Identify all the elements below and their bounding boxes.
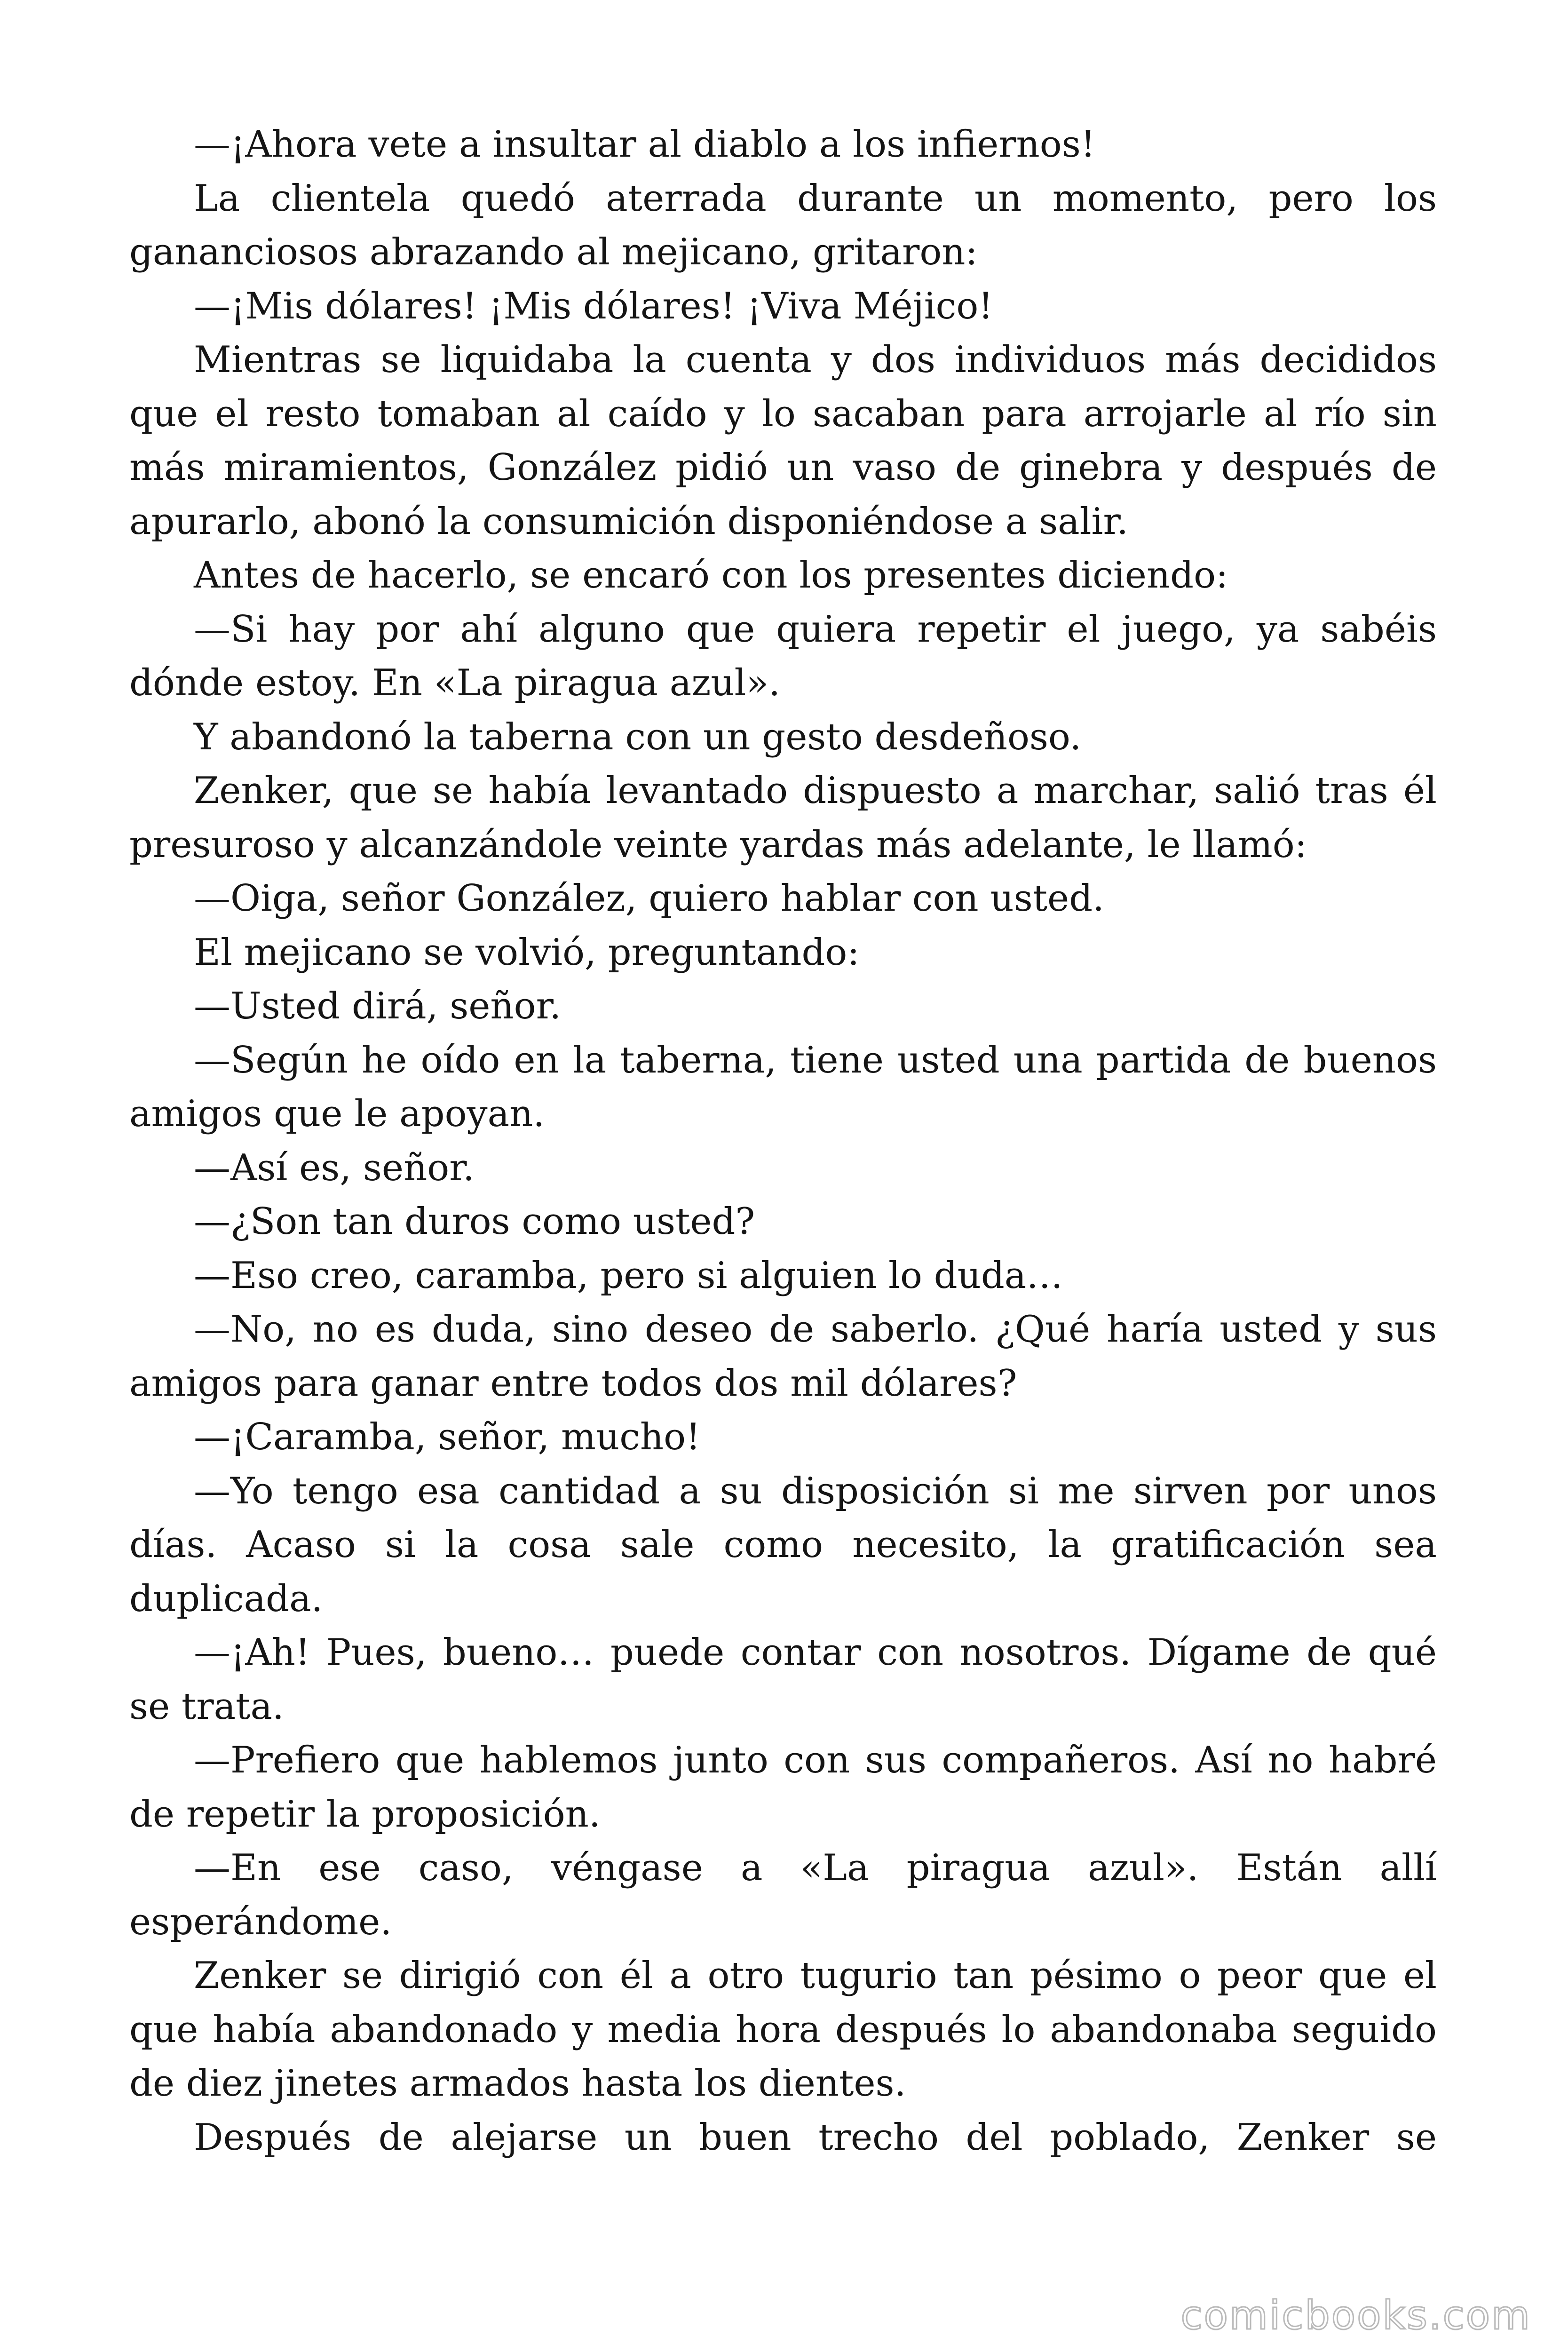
paragraph: —Usted dirá, señor. bbox=[194, 985, 562, 1027]
paragraph: —Oiga, señor González, quiero hablar con usted. bbox=[194, 877, 1104, 920]
paragraph: —Eso creo, caramba, pero si alguien lo duda… bbox=[194, 1254, 1063, 1297]
paragraph: —Así es, señor. bbox=[194, 1146, 475, 1189]
paragraph: —Yo tengo esa cantidad a su disposición si me sirven por unos días. Acaso si la cosa sale como necesito, la gratificación sea duplicada. bbox=[129, 1470, 1437, 1620]
paragraph: —¡Ah! Pues, bueno… puede contar con nosotros. Dígame de qué se trata. bbox=[129, 1631, 1437, 1728]
paragraph: Zenker, que se había levantado dispuesto a marchar, salió tras él presuroso y alcanzándole veinte yardas más adelante, le llamó: bbox=[129, 770, 1437, 866]
paragraph: Mientras se liquidaba la cuenta y dos individuos más decididos que el resto tomaban al caído y lo sacaban para arrojarle al río sin más miramientos, González pidió un vaso de ginebra y después de apurarlo, abonó la consumición disponiéndose a salir. bbox=[129, 339, 1437, 543]
paragraph: Después de alejarse un buen trecho del poblado, Zenker se bbox=[194, 2116, 1437, 2159]
paragraph: —¡Ahora vete a insultar al diablo a los infiernos! bbox=[194, 123, 1096, 166]
paragraph: —Según he oído en la taberna, tiene usted una partida de buenos amigos que le apoyan. bbox=[129, 1039, 1437, 1135]
paragraph: Zenker se dirigió con él a otro tugurio tan pésimo o peor que el que había abandonado y media hora después lo abandonaba seguido de diez jinetes armados hasta los dientes. bbox=[129, 1955, 1437, 2105]
paragraph: —¿Son tan duros como usted? bbox=[194, 1200, 755, 1243]
paragraph: —Si hay por ahí alguno que quiera repetir el juego, ya sabéis dónde estoy. En «La piragua azul». bbox=[129, 608, 1437, 704]
body-text bbox=[129, 118, 1437, 2164]
paragraph: —Prefiero que hablemos junto con sus compañeros. Así no habré de repetir la proposición. bbox=[129, 1739, 1437, 1836]
paragraph: Y abandonó la taberna con un gesto desdeñoso. bbox=[194, 715, 1082, 758]
watermark: comicbooks.com bbox=[1180, 2292, 1531, 2338]
paragraph: Antes de hacerlo, se encaró con los presentes diciendo: bbox=[194, 554, 1228, 596]
paragraph: El mejicano se volvió, preguntando: bbox=[194, 931, 860, 974]
paragraph: —No, no es duda, sino deseo de saberlo. ¿Qué haría usted y sus amigos para ganar entre todos dos mil dólares? bbox=[129, 1308, 1437, 1405]
paragraph: —En ese caso, véngase a «La piragua azul». Están allí esperándome. bbox=[129, 1847, 1437, 1943]
paragraph: —¡Mis dólares! ¡Mis dólares! ¡Viva Méjico! bbox=[194, 285, 993, 327]
paragraph: —¡Caramba, señor, mucho! bbox=[194, 1416, 701, 1458]
paragraph: La clientela quedó aterrada durante un momento, pero los gananciosos abrazando al mejicano, gritaron: bbox=[129, 177, 1437, 273]
